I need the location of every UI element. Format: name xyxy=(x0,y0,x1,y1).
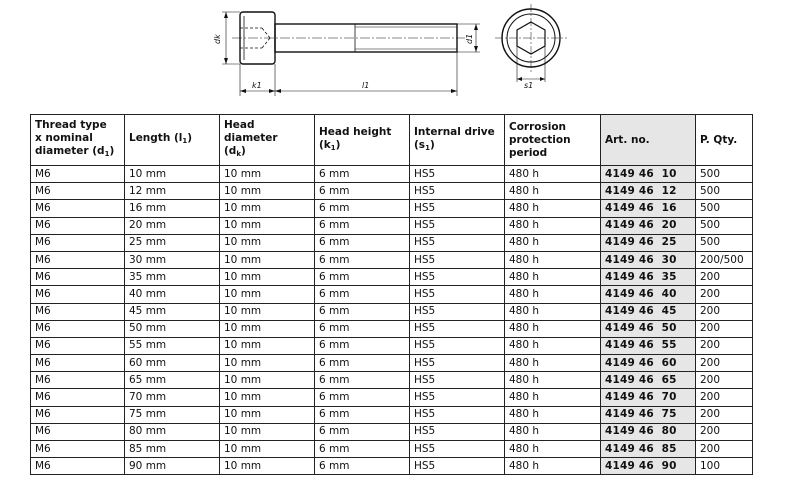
cell-length: 80 mm xyxy=(125,423,220,440)
table-row xyxy=(31,303,753,320)
cell-head-height: 6 mm xyxy=(315,355,410,372)
cell-head-height: 6 mm xyxy=(315,286,410,303)
cell-head-diameter: 10 mm xyxy=(220,320,315,337)
cell-p-qty: 200 xyxy=(696,355,753,372)
cell-head-height: 6 mm xyxy=(315,423,410,440)
cell-art-no: 4149 46 50 xyxy=(601,320,696,337)
cell-thread-type: M6 xyxy=(31,303,125,320)
cell-p-qty: 200 xyxy=(696,406,753,423)
cell-thread-type: M6 xyxy=(31,337,125,354)
cell-corrosion-protection: 480 h xyxy=(505,303,601,320)
cell-length: 85 mm xyxy=(125,441,220,458)
table-row xyxy=(31,200,753,217)
cell-corrosion-protection: 480 h xyxy=(505,166,601,183)
header-internal-drive: Internal drive $(s_1)$ xyxy=(410,115,505,166)
cell-head-height: 6 mm xyxy=(315,406,410,423)
cell-thread-type: M6 xyxy=(31,251,125,268)
cell-corrosion-protection: 480 h xyxy=(505,269,601,286)
cell-thread-type: M6 xyxy=(31,355,125,372)
cell-thread-type: M6 xyxy=(31,166,125,183)
table-row xyxy=(31,234,753,251)
cell-corrosion-protection: 480 h xyxy=(505,406,601,423)
cell-corrosion-protection: 480 h xyxy=(505,234,601,251)
cell-head-height: 6 mm xyxy=(315,337,410,354)
header-art-no: Art. no. xyxy=(601,115,696,166)
cell-art-no: 4149 46 35 xyxy=(601,269,696,286)
cell-internal-drive: HS5 xyxy=(410,406,505,423)
cell-head-diameter: 10 mm xyxy=(220,458,315,475)
cell-head-height: 6 mm xyxy=(315,372,410,389)
cell-head-height: 6 mm xyxy=(315,200,410,217)
header-head-diameter: Head diameter $(d_k)$ xyxy=(220,115,315,166)
cell-head-diameter: 10 mm xyxy=(220,372,315,389)
cell-length: 20 mm xyxy=(125,217,220,234)
cell-head-height: 6 mm xyxy=(315,166,410,183)
cell-head-diameter: 10 mm xyxy=(220,337,315,354)
header-thread-type: Thread type x nominal diameter $(d_1)$ xyxy=(31,115,125,166)
dim-label-l1: l1 xyxy=(362,81,370,90)
cell-art-no: 4149 46 10 xyxy=(601,166,696,183)
cell-corrosion-protection: 480 h xyxy=(505,423,601,440)
cell-head-height: 6 mm xyxy=(315,441,410,458)
cell-internal-drive: HS5 xyxy=(410,320,505,337)
table-row xyxy=(31,423,753,440)
cell-length: 90 mm xyxy=(125,458,220,475)
dim-label-d1: d1 xyxy=(465,33,474,44)
cell-head-height: 6 mm xyxy=(315,458,410,475)
cell-internal-drive: HS5 xyxy=(410,200,505,217)
cell-internal-drive: HS5 xyxy=(410,355,505,372)
cell-art-no: 4149 46 60 xyxy=(601,355,696,372)
cell-p-qty: 200 xyxy=(696,337,753,354)
cell-thread-type: M6 xyxy=(31,441,125,458)
cell-internal-drive: HS5 xyxy=(410,303,505,320)
cell-thread-type: M6 xyxy=(31,217,125,234)
cell-p-qty: 500 xyxy=(696,234,753,251)
cell-internal-drive: HS5 xyxy=(410,372,505,389)
cell-thread-type: M6 xyxy=(31,406,125,423)
cell-internal-drive: HS5 xyxy=(410,458,505,475)
cell-p-qty: 500 xyxy=(696,183,753,200)
cell-corrosion-protection: 480 h xyxy=(505,337,601,354)
cell-thread-type: M6 xyxy=(31,389,125,406)
cell-art-no: 4149 46 85 xyxy=(601,441,696,458)
cell-art-no: 4149 46 25 xyxy=(601,234,696,251)
cell-art-no: 4149 46 80 xyxy=(601,423,696,440)
cell-p-qty: 500 xyxy=(696,166,753,183)
table-row xyxy=(31,320,753,337)
cell-head-height: 6 mm xyxy=(315,251,410,268)
cell-length: 60 mm xyxy=(125,355,220,372)
cell-length: 35 mm xyxy=(125,269,220,286)
cell-head-height: 6 mm xyxy=(315,320,410,337)
cell-art-no: 4149 46 65 xyxy=(601,372,696,389)
cell-head-height: 6 mm xyxy=(315,217,410,234)
cell-corrosion-protection: 480 h xyxy=(505,286,601,303)
cell-corrosion-protection: 480 h xyxy=(505,372,601,389)
cell-head-height: 6 mm xyxy=(315,389,410,406)
cell-art-no: 4149 46 55 xyxy=(601,337,696,354)
cell-head-diameter: 10 mm xyxy=(220,286,315,303)
cell-length: 16 mm xyxy=(125,200,220,217)
table-row xyxy=(31,372,753,389)
cell-p-qty: 200 xyxy=(696,320,753,337)
cell-length: 65 mm xyxy=(125,372,220,389)
cell-p-qty: 500 xyxy=(696,200,753,217)
cell-head-diameter: 10 mm xyxy=(220,441,315,458)
cell-p-qty: 200 xyxy=(696,372,753,389)
cell-corrosion-protection: 480 h xyxy=(505,217,601,234)
table-row xyxy=(31,286,753,303)
cell-head-height: 6 mm xyxy=(315,269,410,286)
header-length: Length $(l_1)$ xyxy=(125,115,220,166)
table-row xyxy=(31,269,753,286)
cell-length: 55 mm xyxy=(125,337,220,354)
table-row xyxy=(31,251,753,268)
cell-head-diameter: 10 mm xyxy=(220,166,315,183)
cell-p-qty: 200 xyxy=(696,269,753,286)
cell-p-qty: 200 xyxy=(696,423,753,440)
cell-head-height: 6 mm xyxy=(315,303,410,320)
cell-p-qty: 200 xyxy=(696,389,753,406)
cell-head-diameter: 10 mm xyxy=(220,183,315,200)
dim-label-k1: k1 xyxy=(252,81,262,90)
table-row xyxy=(31,389,753,406)
table-row xyxy=(31,217,753,234)
cell-length: 45 mm xyxy=(125,303,220,320)
header-corrosion-protection: Corrosion protection period xyxy=(505,115,601,166)
cell-art-no: 4149 46 20 xyxy=(601,217,696,234)
cell-corrosion-protection: 480 h xyxy=(505,355,601,372)
cell-art-no: 4149 46 70 xyxy=(601,389,696,406)
screw-technical-drawing xyxy=(0,0,790,110)
cell-head-diameter: 10 mm xyxy=(220,423,315,440)
cell-head-diameter: 10 mm xyxy=(220,269,315,286)
cell-head-diameter: 10 mm xyxy=(220,355,315,372)
cell-thread-type: M6 xyxy=(31,423,125,440)
table-row xyxy=(31,355,753,372)
cell-internal-drive: HS5 xyxy=(410,251,505,268)
cell-art-no: 4149 46 45 xyxy=(601,303,696,320)
dim-label-s1: s1 xyxy=(524,81,534,90)
cell-thread-type: M6 xyxy=(31,234,125,251)
cell-internal-drive: HS5 xyxy=(410,389,505,406)
cell-length: 75 mm xyxy=(125,406,220,423)
header-p-qty: P. Qty. xyxy=(696,115,753,166)
cell-length: 10 mm xyxy=(125,166,220,183)
cell-internal-drive: HS5 xyxy=(410,234,505,251)
cell-thread-type: M6 xyxy=(31,372,125,389)
cell-internal-drive: HS5 xyxy=(410,337,505,354)
cell-head-height: 6 mm xyxy=(315,183,410,200)
cell-p-qty: 500 xyxy=(696,217,753,234)
cell-corrosion-protection: 480 h xyxy=(505,200,601,217)
cell-thread-type: M6 xyxy=(31,183,125,200)
cell-p-qty: 200 xyxy=(696,286,753,303)
cell-length: 40 mm xyxy=(125,286,220,303)
cell-corrosion-protection: 480 h xyxy=(505,458,601,475)
cell-head-height: 6 mm xyxy=(315,234,410,251)
cell-art-no: 4149 46 75 xyxy=(601,406,696,423)
cell-p-qty: 100 xyxy=(696,458,753,475)
cell-internal-drive: HS5 xyxy=(410,183,505,200)
cell-internal-drive: HS5 xyxy=(410,217,505,234)
cell-art-no: 4149 46 90 xyxy=(601,458,696,475)
cell-length: 30 mm xyxy=(125,251,220,268)
cell-length: 25 mm xyxy=(125,234,220,251)
cell-corrosion-protection: 480 h xyxy=(505,441,601,458)
cell-corrosion-protection: 480 h xyxy=(505,389,601,406)
cell-internal-drive: HS5 xyxy=(410,423,505,440)
table-row xyxy=(31,183,753,200)
cell-length: 50 mm xyxy=(125,320,220,337)
product-table xyxy=(30,114,753,475)
table-row xyxy=(31,458,753,475)
dim-label-dk: dk xyxy=(213,34,222,44)
cell-thread-type: M6 xyxy=(31,286,125,303)
cell-p-qty: 200/500 xyxy=(696,251,753,268)
cell-length: 12 mm xyxy=(125,183,220,200)
cell-p-qty: 200 xyxy=(696,303,753,320)
cell-head-diameter: 10 mm xyxy=(220,200,315,217)
cell-internal-drive: HS5 xyxy=(410,286,505,303)
cell-head-diameter: 10 mm xyxy=(220,406,315,423)
cell-head-diameter: 10 mm xyxy=(220,251,315,268)
cell-art-no: 4149 46 12 xyxy=(601,183,696,200)
cell-corrosion-protection: 480 h xyxy=(505,183,601,200)
cell-thread-type: M6 xyxy=(31,320,125,337)
cell-head-diameter: 10 mm xyxy=(220,303,315,320)
cell-corrosion-protection: 480 h xyxy=(505,251,601,268)
cell-head-diameter: 10 mm xyxy=(220,234,315,251)
cell-head-diameter: 10 mm xyxy=(220,389,315,406)
cell-internal-drive: HS5 xyxy=(410,269,505,286)
header-head-height: Head height $(k_1)$ xyxy=(315,115,410,166)
table-row xyxy=(31,166,753,183)
cell-thread-type: M6 xyxy=(31,200,125,217)
cell-corrosion-protection: 480 h xyxy=(505,320,601,337)
table-row xyxy=(31,441,753,458)
table-row xyxy=(31,406,753,423)
cell-internal-drive: HS5 xyxy=(410,441,505,458)
table-header-row xyxy=(31,115,753,166)
table-row xyxy=(31,337,753,354)
cell-internal-drive: HS5 xyxy=(410,166,505,183)
cell-head-diameter: 10 mm xyxy=(220,217,315,234)
cell-art-no: 4149 46 40 xyxy=(601,286,696,303)
cell-thread-type: M6 xyxy=(31,269,125,286)
cell-art-no: 4149 46 16 xyxy=(601,200,696,217)
cell-thread-type: M6 xyxy=(31,458,125,475)
cell-p-qty: 200 xyxy=(696,441,753,458)
cell-length: 70 mm xyxy=(125,389,220,406)
cell-art-no: 4149 46 30 xyxy=(601,251,696,268)
